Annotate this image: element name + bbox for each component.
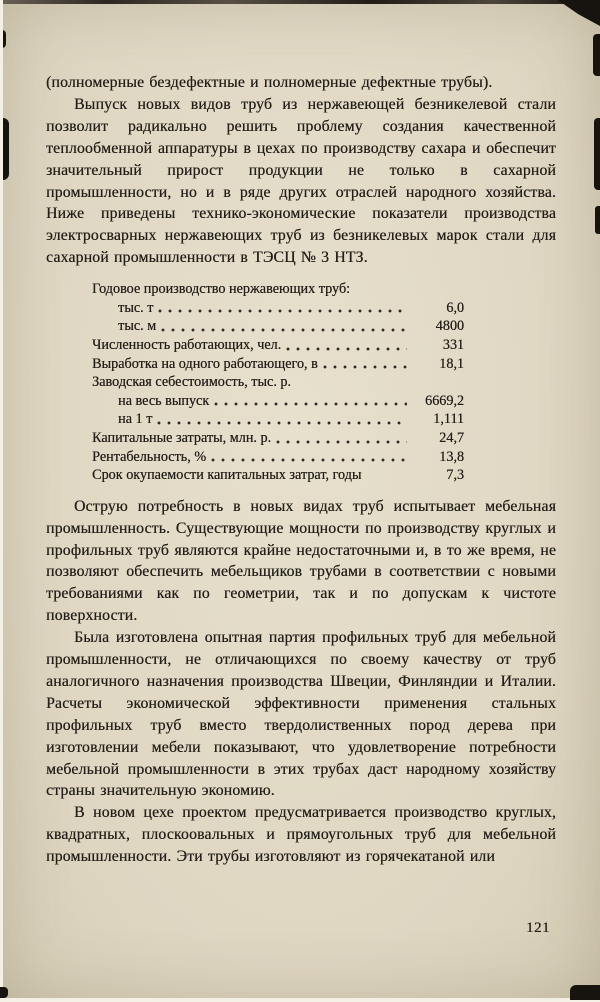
stat-dots (157, 410, 407, 429)
scan-edge-left (0, 0, 3, 1002)
stat-label: тыс. т (118, 299, 154, 316)
scan-artifact-bottom-left (0, 987, 8, 998)
stat-value: 18,1 (439, 355, 464, 372)
stat-row (92, 410, 464, 429)
stat-value: 7,3 (446, 467, 464, 484)
stat-label: Рентабельность, % (92, 448, 207, 465)
text-column (46, 72, 556, 868)
stat-label: на 1 т (118, 411, 153, 428)
page-number: 121 (526, 920, 550, 936)
stat-row (92, 392, 464, 411)
stat-value: 6669,2 (424, 392, 464, 409)
paragraphs-bottom (46, 496, 556, 868)
stat-dots (161, 317, 407, 336)
stat-row (92, 299, 464, 318)
stat-dots (366, 466, 407, 485)
stat-row (92, 355, 464, 374)
stats-table (92, 280, 464, 485)
stat-label: Численность работающих, чел. (92, 336, 282, 353)
stat-row (92, 336, 464, 355)
stat-dots (323, 355, 407, 374)
paragraph: В новом цехе проектом предусматривается производство круглых, квадратных, плоскоовальных и прямоугольных труб для мебельной промышленности. Эти трубы изготовляют из горячекатаной или (46, 804, 556, 866)
scan-artifact-top-band (0, 0, 600, 4)
stat-label: Годовое производство нержавеющих труб: (92, 281, 350, 298)
stat-row (92, 466, 464, 485)
paragraph: Была изготовлена опытная партия профильных труб для мебельной промышленности, не отличающихся по своему качеству от труб аналогичного назначения производства Швеции, Финляндии и Италии. Расчеты экономической эффективности применения стальных профильных труб вместо твердолиственных пород дерева при изготовлении мебели показывают, что удовлетворение потребности мебельной промышленности в этих трубах даст народному хозяйству страны значительную экономию. (46, 629, 556, 800)
scan-artifact-right-mark (594, 118, 600, 190)
stat-dots (276, 429, 407, 448)
stat-value: 13,8 (439, 448, 464, 465)
paragraph: Острую потребность в новых видах труб испытывает мебельная промышленность. Существующие мощности по производству круглых и профильных труб являются крайне недостаточными и, в то же время, не позволяют обеспечить мебельщиков трубами в соответствии с новыми требованиями как по геометрии, так и по допускам к чистоте поверхности. (46, 497, 556, 625)
paragraph: Выпуск новых видов труб из нержавеющей безникелевой стали позволит радикально решить проблему создания качественной теплообменной аппаратуры в цехах по производству сахара и обеспечит значительный прирост продукции не только в сахарной промышленности, но и в ряде других отраслей народного хозяйства. Ниже приведены технико-экономические показатели производства электросварных нержавеющих труб из безникелевых марок стали для сахарной промышленности в ТЭСЦ № 3 НТЗ. (46, 95, 556, 267)
stat-value: 331 (442, 336, 464, 353)
scan-artifact-right-mark (595, 206, 600, 234)
stat-row (92, 280, 464, 299)
scan-artifact-right-mark (593, 34, 600, 76)
stat-dots (214, 392, 407, 411)
stat-value: 6,0 (446, 299, 464, 316)
paragraphs-top (46, 72, 556, 269)
stat-label: Срок окупаемости капитальных затрат, годы (92, 467, 362, 484)
scan-artifact-bottom-right (570, 985, 600, 1000)
scan-edge-bottom (0, 998, 600, 1002)
stat-row (92, 429, 464, 448)
paragraph: (полномерные бездефектные и полномерные дефектные трубы). (46, 74, 493, 91)
stat-dots (211, 448, 407, 467)
stat-dots (286, 336, 407, 355)
stat-label: на весь выпуск (118, 392, 210, 409)
stat-row (92, 448, 464, 467)
stat-dots (158, 299, 407, 318)
stat-value: 1,111 (433, 411, 464, 428)
stat-label: тыс. м (118, 318, 157, 335)
stat-label: Заводская себестоимость, тыс. р. (92, 374, 291, 391)
stat-value: 4800 (435, 318, 464, 335)
stat-label: Капитальные затраты, млн. р. (92, 429, 272, 446)
stat-row (92, 317, 464, 336)
stat-label: Выработка на одного работающего, в (92, 355, 318, 372)
stat-row (92, 373, 464, 392)
stat-value: 24,7 (439, 429, 464, 446)
